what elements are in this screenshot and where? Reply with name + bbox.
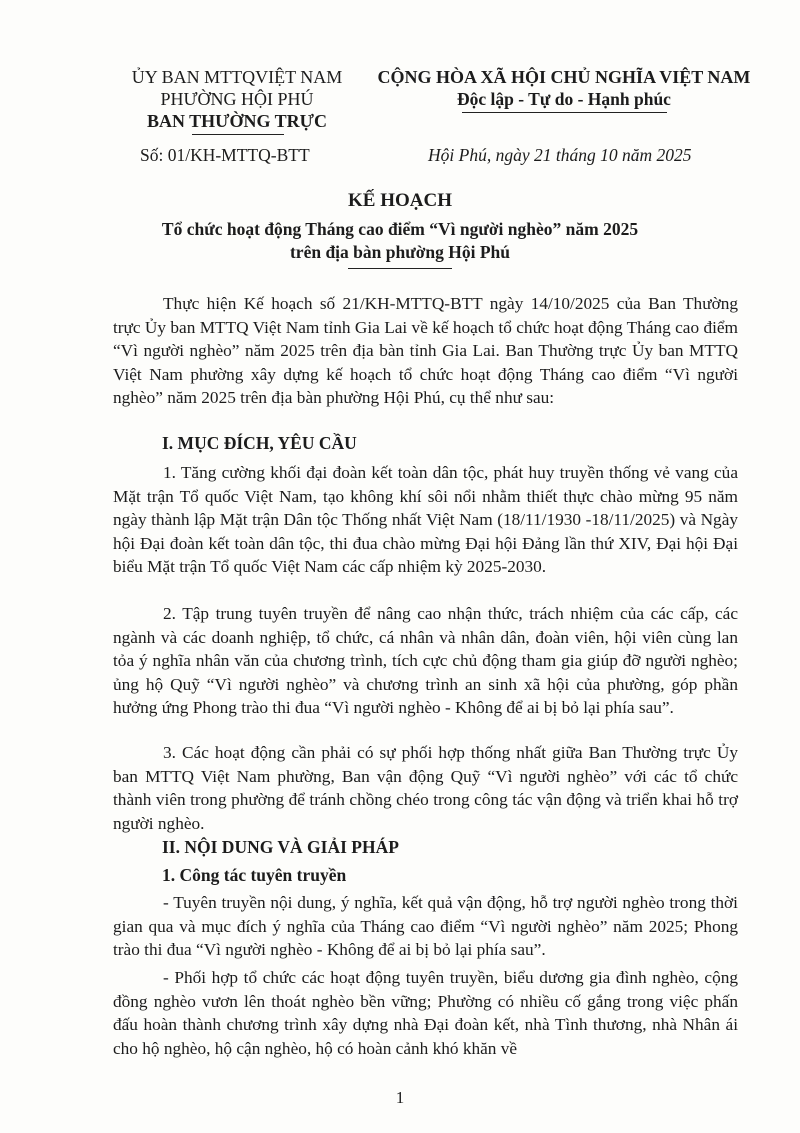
section-2-paragraph-2: - Phối hợp tổ chức các hoạt động tuyên truyền, biểu dương gia đình nghèo, cộng đồng nghèo vươn lên thoát nghèo bền vững; Phường có nhiều cố gắng trong việc phấn đấu hoàn thành chương trình xây dựng nhà Đại đoàn kết, nhà Tình thương, nhà Nhân ái cho hộ nghèo, hộ cận nghèo, hộ có hoàn cảnh khó khăn về [113, 968, 738, 1058]
org-underline [192, 134, 284, 135]
document-number: Số: 01/KH-MTTQ-BTT [140, 145, 310, 165]
section-1-heading: I. MỤC ĐÍCH, YÊU CẦU [162, 433, 357, 453]
org-name-line1: ỦY BAN MTTQVIỆT NAM [131, 67, 343, 87]
section-1-paragraph-1: 1. Tăng cường khối đại đoàn kết toàn dân tộc, phát huy truyền thống vẻ vang của Mặt trận Tổ quốc Việt Nam, tạo không khí sôi nổi nhằm thiết thực chào mừng 95 năm ngày thành lập Mặt trận Dân tộc Thống nhất Việt Nam (18/11/1930 -18/11/2025) và Ngày hội Đại đoàn kết toàn dân tộc, thi đua chào mừng Đại hội Đảng lần thứ XIV, Đại hội Đại biểu Mặt trận Tổ quốc Việt Nam các cấp nhiệm kỳ 2025-2030. [113, 463, 738, 576]
section-2-paragraph-1: - Tuyên truyền nội dung, ý nghĩa, kết quả vận động, hỗ trợ người nghèo trong thời gian qua và mục đích ý nghĩa của Tháng cao điểm “Vì người nghèo” năm 2025; Phong trào thi đua “Vì người nghèo - Không để ai bị bỏ lại phía sau”. [113, 893, 738, 959]
section-2-subheading-1: 1. Công tác tuyên truyền [162, 865, 347, 885]
national-motto: Độc lập - Tự do - Hạnh phúc [457, 89, 671, 109]
section-1-paragraph-2: 2. Tập trung tuyên truyền để nâng cao nhận thức, trách nhiệm của các cấp, các ngành và các doanh nghiệp, tổ chức, cá nhân và nhân dân, đoàn viên, hội viên cùng lan tỏa ý nghĩa nhân văn của chương trình, tích cực chủ động tham gia giúp đỡ người nghèo; ủng hộ Quỹ “Vì người nghèo” và chương trình an sinh xã hội của phường, góp phần hưởng ứng Phong trào thi đua “Vì người nghèo - Không để ai bị bỏ lại phía sau”. [113, 604, 738, 717]
document-subtitle-line2: trên địa bàn phường Hội Phú [289, 242, 511, 262]
section-2-heading: II. NỘI DUNG VÀ GIẢI PHÁP [162, 837, 399, 857]
document-title: KẾ HOẠCH [348, 190, 452, 211]
place-date: Hội Phú, ngày 21 tháng 10 năm 2025 [428, 145, 692, 165]
motto-underline [462, 112, 667, 113]
document-subtitle-line1: Tổ chức hoạt động Tháng cao điểm “Vì người nghèo” năm 2025 [161, 219, 639, 239]
national-title: CỘNG HÒA XÃ HỘI CHỦ NGHĨA VIỆT NAM [377, 67, 751, 87]
title-underline [348, 268, 452, 269]
page-number: 1 [395, 1088, 405, 1107]
section-1-paragraph-3: 3. Các hoạt động cần phải có sự phối hợp thống nhất giữa Ban Thường trực Ủy ban MTTQ Việt Nam phường, Ban vận động Quỹ “Vì người nghèo” với các tổ chức thành viên trong phường để tránh chồng chéo trong công tác vận động và triển khai hỗ trợ người nghèo. [113, 743, 738, 833]
org-name-line3: BAN THƯỜNG TRỰC [146, 111, 328, 131]
intro-paragraph: Thực hiện Kế hoạch số 21/KH-MTTQ-BTT ngày 14/10/2025 của Ban Thường trực Ủy ban MTTQ Việt Nam tỉnh Gia Lai về kế hoạch tổ chức hoạt động Tháng cao điểm “Vì người nghèo” năm 2025 trên địa bàn tỉnh Gia Lai. Ban Thường trực Ủy ban MTTQ Việt Nam phường xây dựng kế hoạch tổ chức hoạt động Tháng cao điểm “Vì người nghèo” năm 2025 trên địa bàn phường Hội Phú, cụ thể như sau: [113, 294, 738, 407]
org-name-line2: PHƯỜNG HỘI PHÚ [160, 89, 314, 109]
